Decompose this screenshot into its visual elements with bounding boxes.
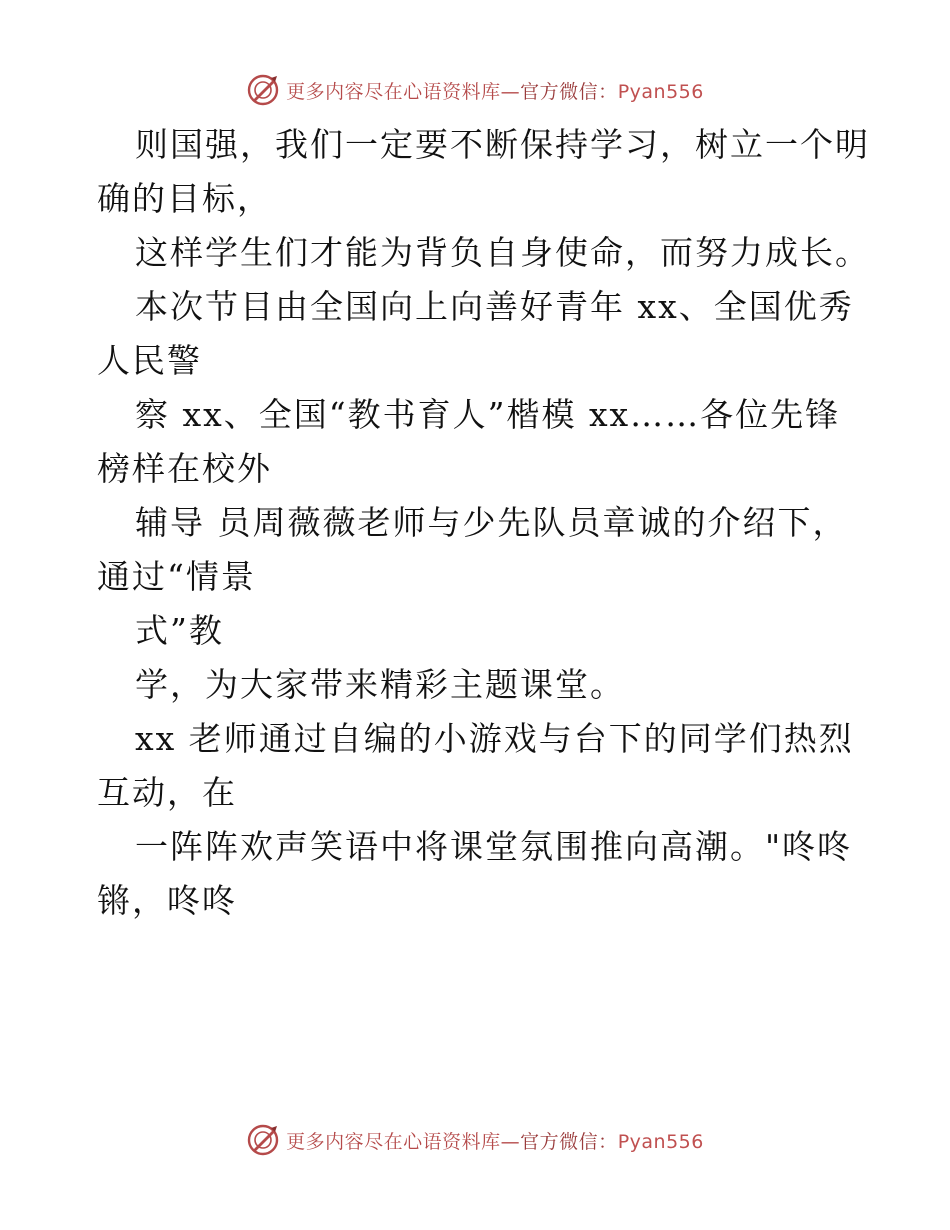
text-line: 通过“情景: [97, 557, 256, 596]
text-line: 一阵阵欢声笑语中将课堂氛围推向高潮。"咚咚: [135, 827, 853, 866]
text-line: xx 老师通过自编的小游戏与台下的同学们热烈: [135, 719, 854, 758]
header-wechat-label: 官方微信：: [520, 80, 618, 103]
header-brand: 更多内容尽在心语资料库: [286, 80, 501, 103]
footer-banner: [0, 1120, 950, 1160]
footer-brand: 更多内容尽在心语资料库: [286, 1130, 501, 1153]
document-body: [97, 118, 870, 928]
header-banner: [0, 70, 950, 110]
footer-banner-text: [286, 1127, 704, 1154]
header-wechat-id: Pyan556: [617, 80, 704, 103]
text-line: 辅导 员周薇薇老师与少先队员章诚的介绍下，: [135, 503, 848, 542]
header-banner-text: [286, 77, 704, 104]
text-line: 确的目标，: [97, 179, 272, 218]
text-line: 人民警: [97, 341, 202, 380]
text-line: 这样学生们才能为背负自身使命，而努力成长。: [135, 233, 870, 272]
text-line: 则国强，我们一定要不断保持学习，树立一个明: [135, 125, 870, 164]
text-line: 榜样在校外: [97, 449, 272, 488]
brand-logo-icon: [246, 1123, 280, 1157]
text-line: 互动，在: [97, 773, 237, 812]
footer-separator: —: [500, 1130, 521, 1153]
footer-wechat-label: 官方微信：: [520, 1130, 618, 1153]
text-line: 察 xx、全国“教书育人”楷模 xx……各位先锋: [135, 395, 841, 434]
text-line: 学，为大家带来精彩主题课堂。: [135, 665, 625, 704]
text-line: 本次节目由全国向上向善好青年 xx、全国优秀: [135, 287, 854, 326]
text-line: 锵，咚咚: [97, 881, 237, 920]
header-separator: —: [500, 80, 521, 103]
footer-wechat-id: Pyan556: [617, 1130, 704, 1153]
brand-logo-icon: [246, 73, 280, 107]
text-line: 式”教: [135, 611, 224, 650]
